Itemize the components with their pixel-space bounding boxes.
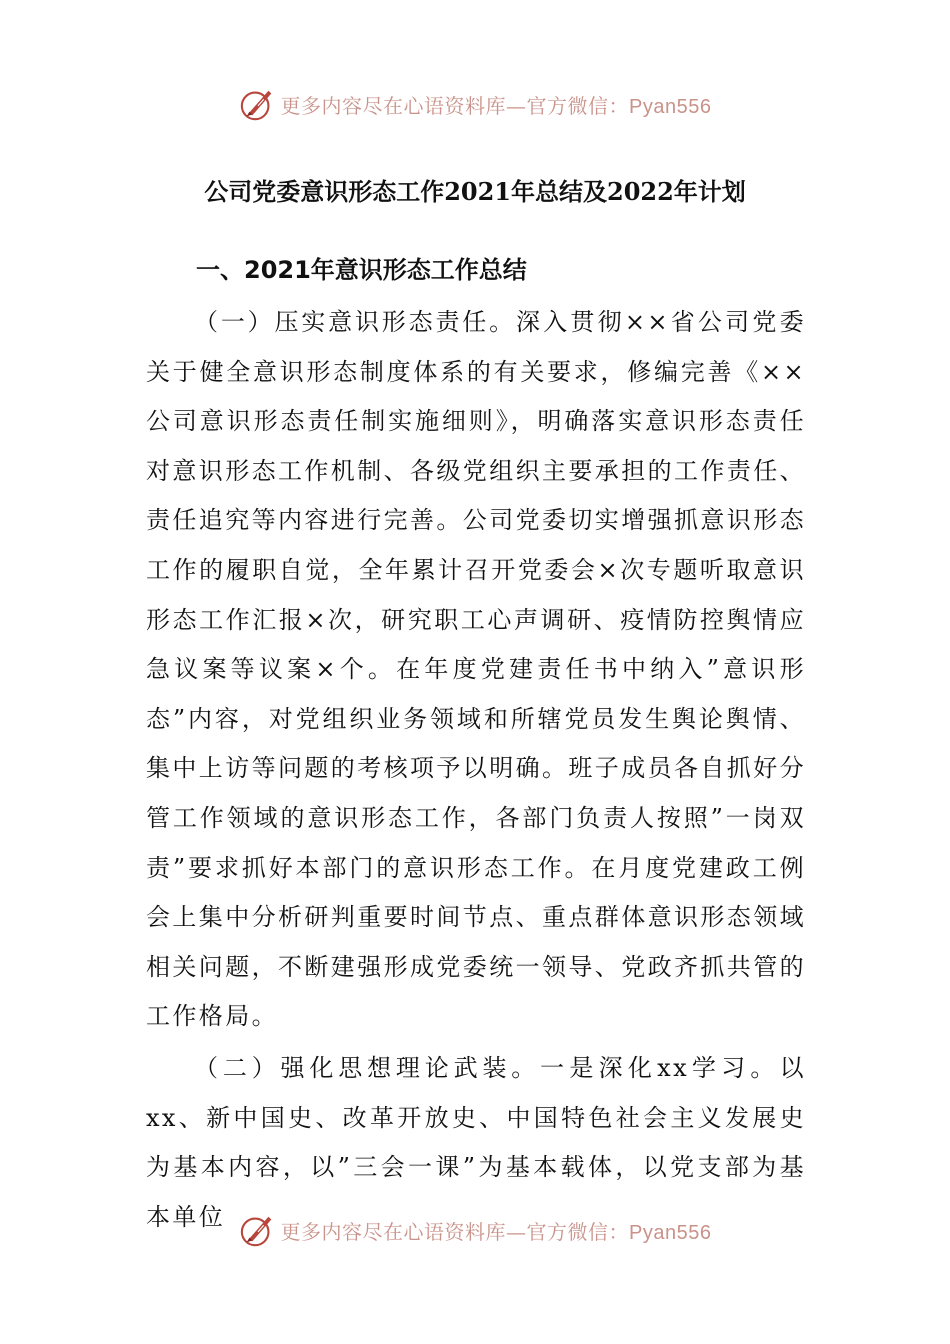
watermark-banner-top — [0, 82, 950, 126]
quill-pen-seal-icon — [239, 1211, 277, 1249]
paragraph-lead: （一）压实意识形态责任。 — [194, 308, 516, 336]
watermark-handle: Pyan556 — [629, 1221, 712, 1244]
watermark-text: 更多内容尽在心语资料库—官方微信： — [280, 93, 630, 118]
paragraph-text: 深入贯彻××省公司党委关于健全意识形态制度体系的有关要求，修编完善《××公司意识形态责任制实施细则》，明确落实意识形态责任对意识形态工作机制、各级党组织主要承担的工作责任、责任追究等内容进行完善。公司党委切实增强抓意识形态工作的履职自觉，全年累计召开党委会×次专题听取意识形态工作汇报×次，研究职工心声调研、疫情防控舆情应急议案等议案×个。在年度党建责任书中纳入”意识形态”内容，对党组织业务领域和所辖党员发生舆论舆情、集中上访等问题的考核项予以明确。班子成员各自抓好分管工作领域的意识形态工作，各部门负责人按照”一岗双责”要求抓好本部门的意识形态工作。在月度党建政工例会上集中分析研判重要时间节点、重点群体意识形态领域相关问题，不断建强形成党委统一领导、党政齐抓共管的工作格局。 — [146, 308, 807, 1031]
watermark-handle: Pyan556 — [629, 95, 712, 118]
watermark-text: 更多内容尽在心语资料库—官方微信： — [280, 1219, 630, 1244]
paragraph-text: 一是深化xx学习。以xx、新中国史、改革开放史、中国特色社会主义发展史为基本内容，以”三会一课”为基本载体，以党支部为基本单位 — [146, 1053, 806, 1231]
document-body — [146, 298, 806, 1244]
quill-pen-seal-icon — [239, 85, 277, 123]
paragraph-lead: （二）强化思想理论武装。 — [194, 1053, 541, 1082]
document-title: 公司党委意识形态工作2021年总结及2022年计划 — [204, 177, 746, 206]
watermark-banner-bottom — [0, 1208, 950, 1252]
paragraph-responsibility — [146, 298, 806, 1042]
section-heading: 一、2021年意识形态工作总结 — [196, 256, 527, 284]
